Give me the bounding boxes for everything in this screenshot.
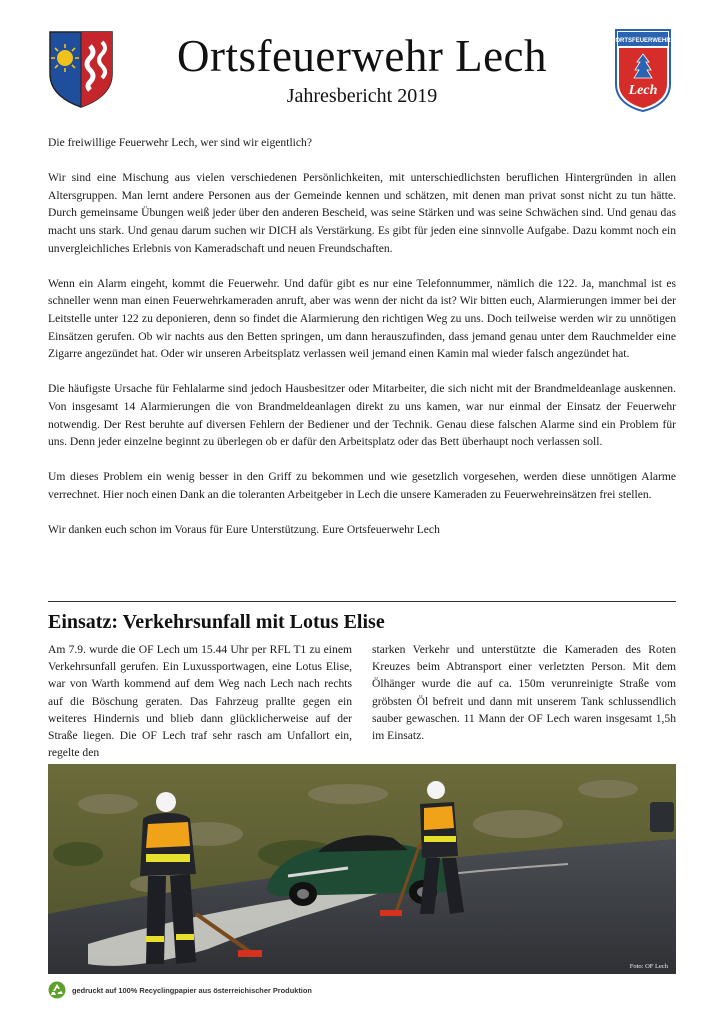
article-column-left: Am 7.9. wurde die OF Lech um 15.44 Uhr per RFL T1 zu einem Verkehrsunfall gerufen. Ein Luxussportwagen, eine Lotus Elise, war von Warth kommend auf dem Weg nach Lech nach rechts auf die Böschung geraten. Das Fahrzeug prallte gegen ein weiteres Hindernis und blieb dann glücklicherweise auf der Straße liegen. Die OF Lech traf sehr rasch am Unfallort ein, regelte den <box>48 643 352 760</box>
intro-text <box>48 134 676 556</box>
lech-coat-of-arms-icon <box>48 30 114 108</box>
section-title: Einsatz: Verkehrsunfall mit Lotus Elise <box>48 611 385 633</box>
page-title: Ortsfeuerwehr Lech <box>176 31 548 81</box>
accident-photo <box>48 764 676 974</box>
footer-text: gedruckt auf 100% Recyclingpapier aus österreichischer Produktion <box>72 985 312 995</box>
recycle-icon <box>48 981 66 999</box>
intro-paragraph: Wir danken euch schon im Voraus für Eure Unterstützung. Eure Ortsfeuerwehr Lech <box>48 523 440 537</box>
fire-brigade-badge-icon <box>614 28 672 112</box>
photo-credit: Foto: OF Lech <box>629 963 668 970</box>
intro-paragraph: Die häufigste Ursache für Fehlalarme sind jedoch Hausbesitzer oder Mitarbeiter, die sich nicht mit der Brandmeldeanlage auskennen. Von insgesamt 14 Alarmierungen die von Brandmeldeanlagen direkt zu uns kamen, war nur einmal der Einsatz der Feuerwehr notwendig. Der Rest beruhte auf diversen Fehlern der Bediener und der Technik. Genau diese falschen Alarme sind ein Problem für uns. Denn jeder einzelne beginnt zu überlegen ob er dafür den Arbeitsplatz oder das Bett überhaupt noch verlassen soll. <box>48 382 676 449</box>
badge-top-text: ORTSFEUERWEHR <box>615 38 671 44</box>
intro-paragraph: Wir sind eine Mischung aus vielen verschiedenen Persönlichkeiten, mit unterschiedlichsten beruflichen Hintergründen in allen Altersgruppen. Man lernt andere Personen aus der Gemeinde kennen und schätzen, mit denen man privat sonst nicht zu tun hätte. Durch gemeinsame Übungen weiß jeder über den anderen Bescheid, was seine Stärken und was seine Schwächen sind. Und genau das macht uns stark. Und genau darum suchen wir DICH als Verstärkung. Es gibt für jeden eine sinnvolle Aufgabe. Dazu kommt noch ein unvergleichliches Erlebnis von Kameradschaft und neuen Freundschaften. <box>48 171 676 255</box>
intro-paragraph: Um dieses Problem ein wenig besser in den Griff zu bekommen und wie gesetzlich vorgesehen, werden diese unnötigen Alarme verrechnet. Hier noch einen Dank an die toleranten Arbeitgeber in Lech die unsere Kameraden zu Feuerwehreinsätzen frei stellen. <box>48 470 676 501</box>
page-subtitle: Jahresbericht 2019 <box>286 85 438 107</box>
section-divider <box>48 601 676 602</box>
article-column-right: starken Verkehr und unterstützte die Kameraden des Roten Kreuzes beim Abtransport einer verletzten Person. Mit dem Ölhänger wurde die auf ca. 150m verunreinigte Straße vom gröbsten Öl befreit und dann mit unserem Tank schlussendlich sauber gewaschen. 11 Mann der OF Lech waren insgesamt 1,5h im Einsatz. <box>372 643 676 743</box>
footer <box>48 980 312 1000</box>
intro-paragraph: Wenn ein Alarm eingeht, kommt die Feuerwehr. Und dafür gibt es nur eine Telefonnummer, nämlich die 122. Ja, manchmal ist es schneller wenn man einen Feuerwehrkameraden anruft, aber was wenn der nicht da ist? Wir bitten euch, Alarmierungen immer bei der Leitstelle unter 122 zu deponieren, denn so findet die Alarmierung den richtigen Weg zu uns. Doch teilweise werden wir zu unnötigen Einsätzen gerufen. Ob wir nachts aus den Betten springen, um dann herauszufinden, dass jemand genau unter dem Rauchmelder eine Zigarre angezündet hat. Oder wir unseren Arbeitsplatz verlassen weil jemand einen Kamin mal wieder falsch angezündet hat. <box>48 276 676 361</box>
intro-paragraph: Die freiwillige Feuerwehr Lech, wer sind wir eigentlich? <box>48 136 312 149</box>
article-columns <box>48 641 676 761</box>
accident-scene-image <box>48 764 676 974</box>
badge-main-text: Lech <box>628 83 658 98</box>
